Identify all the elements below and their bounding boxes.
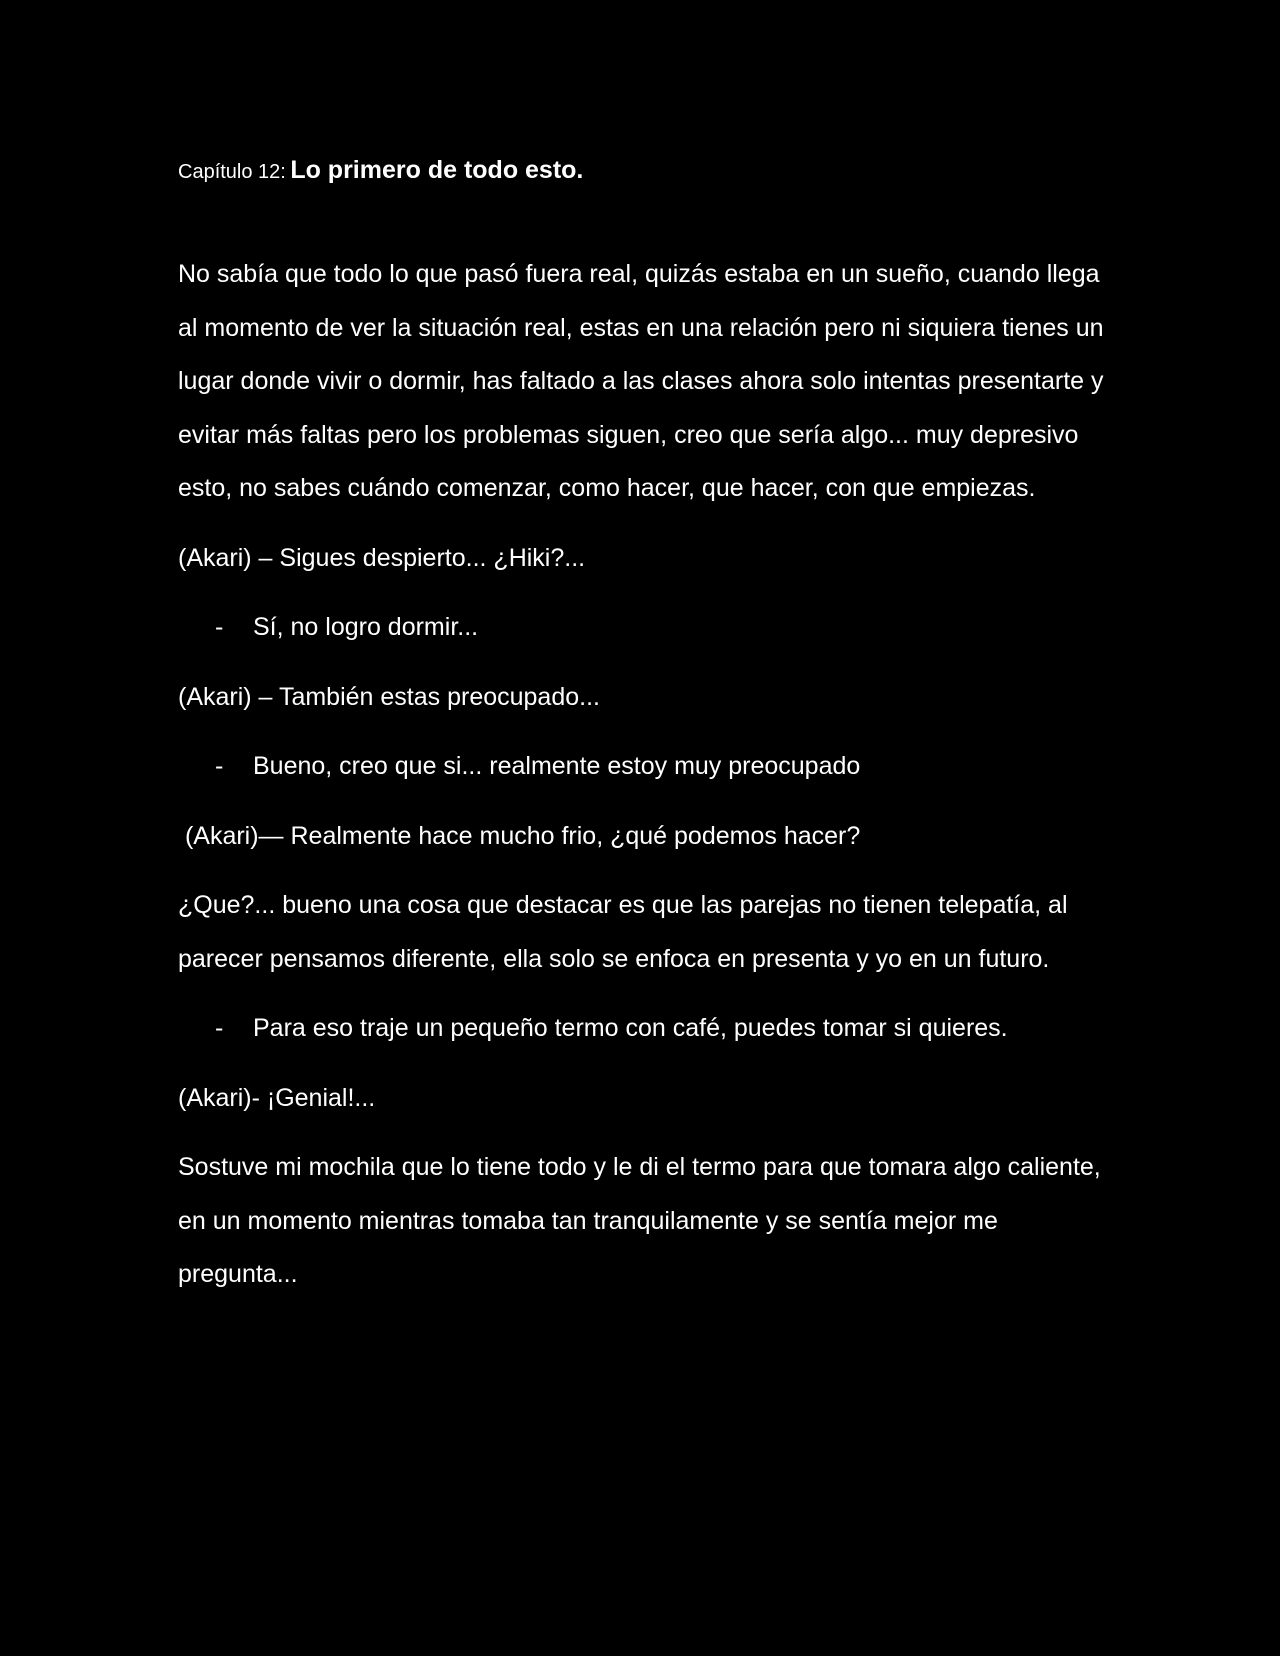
dialogue-dash-1-text: Sí, no logro dormir...	[253, 613, 479, 641]
chapter-label: Capítulo 12:	[178, 161, 286, 183]
dialogue-dash-3-text: Para eso traje un pequeño termo con café, puedes tomar si quieres.	[253, 1014, 1008, 1042]
dialogue-akari-3: (Akari)— Realmente hace mucho frio, ¿qué podemos hacer?	[178, 821, 861, 850]
paragraph-3: Sostuve mi mochila que lo tiene todo y le di el termo para que tomara algo caliente, en un momento mientras tomaba tan tranquilamente y se sentía mejor me pregunta...	[178, 1153, 1101, 1288]
paragraph-2: ¿Que?... bueno una cosa que destacar es que las parejas no tienen telepatía, al parecer pensamos diferente, ella solo se enfoca en presenta y yo en un futuro.	[178, 891, 1068, 973]
paragraph-1: No sabía que todo lo que pasó fuera real, quizás estaba en un sueño, cuando llega al momento de ver la situación real, estas en una relación pero ni siquiera tienes un lugar donde vivir o dormir, has faltado a las clases ahora solo intentas presentarte y evitar más faltas pero los problemas siguen, creo que sería algo... muy depresivo esto, no sabes cuándo comenzar, como hacer, que hacer, con que empiezas.	[178, 260, 1104, 502]
dash-marker: -	[215, 1014, 224, 1042]
document-content	[178, 150, 1118, 1302]
dash-marker: -	[215, 613, 224, 641]
chapter-heading	[178, 150, 1118, 190]
dialogue-dash-1	[178, 601, 1118, 655]
dash-marker: -	[215, 752, 224, 780]
dialogue-akari-1: (Akari) – Sigues despierto... ¿Hiki?...	[178, 543, 586, 572]
dialogue-akari-4: (Akari)- ¡Genial!...	[178, 1083, 376, 1112]
dialogue-dash-2	[178, 740, 1118, 794]
dialogue-dash-3	[178, 1002, 1118, 1056]
chapter-title: Lo primero de todo esto.	[290, 156, 584, 184]
dialogue-akari-2: (Akari) – También estas preocupado...	[178, 682, 600, 711]
dialogue-dash-2-text: Bueno, creo que si... realmente estoy muy preocupado	[253, 752, 861, 780]
